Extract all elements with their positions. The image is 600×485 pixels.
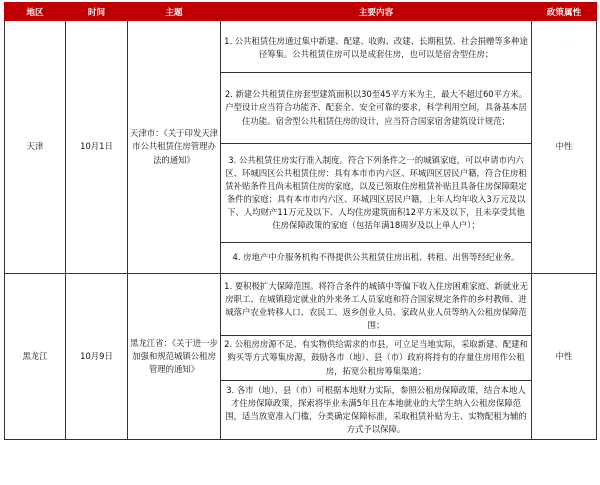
header-stance: 政策属性 [532, 3, 597, 21]
region-cell: 天津 [5, 21, 66, 274]
table-row [5, 21, 597, 73]
content-item: 1. 要积极扩大保障范围。将符合条件的城镇中等偏下收入住房困难家庭、新就业无房职工、在城镇稳定就业的外来务工人员家庭和符合国家规定条件的乡村教师、进城落户农业转移人口、农民工、返乡创业人员、家政从业人员等纳入公租房保障范围； [221, 274, 532, 336]
content-item: 2. 公租房房源不足、有实物供给需求的市县，可立足当地实际，采取新建、配建和购买等方式筹集房源，鼓励各市（地）、县（市）政府将持有的存量住房用作公租房，拓宽公租房筹集渠道； [221, 336, 532, 381]
header-topic: 主题 [128, 3, 221, 21]
policy-table [4, 2, 597, 440]
topic-cell: 黑龙江省：《关于进一步加强和规范城镇公租房管理的通知》 [128, 274, 221, 440]
stance-cell: 中性 [532, 274, 597, 440]
header-row [5, 3, 597, 21]
header-content: 主要内容 [221, 3, 532, 21]
date-cell: 10月9日 [66, 274, 128, 440]
header-date: 时间 [66, 3, 128, 21]
header-region: 地区 [5, 3, 66, 21]
date-cell: 10月1日 [66, 21, 128, 274]
content-item: 3. 公共租赁住房实行准入制度。符合下列条件之一的城镇家庭，可以申请市内六区、环城四区公共租赁住房：具有本市市内六区、环城四区居民户籍，符合住房租赁补贴条件且尚未租赁住房的家庭，以及已领取住房租赁补贴且具备住房保障限定条件的家庭；具有本市市内六区、环城四区居民户籍，上年人均年收入3万元及以下、人均财产11万元及以下、人均住房建筑面积12平方米及以下，且未享受其他住房保障政策的家庭（包括年满18周岁及以上单人户）； [221, 144, 532, 243]
content-item: 1. 公共租赁住房通过集中新建、配建、收购、改建、长期租赁、社会捐赠等多种途径筹集。公共租赁住房可以是成套住房，也可以是宿舍型住房； [221, 21, 532, 73]
region-cell: 黑龙江 [5, 274, 66, 440]
content-item: 2. 新建公共租赁住房套型建筑面积以30至45平方米为主，最大不超过60平方米。户型设计应当符合功能齐、配套全、安全可靠的要求，科学利用空间，具备基本居住功能。宿舍型公共租赁住房的设计，应当符合国家宿舍建筑设计规范； [221, 73, 532, 144]
content-item: 3. 各市（地）、县（市）可根据本地财力实际，参照公租房保障政策，结合本地人才住房保障政策，探索将毕业未满5年且在本地就业的大学生纳入公租房保障范围，适当放宽准入门槛，分类确定保障标准，采取租赁补贴为主、实物配租为辅的方式予以保障。 [221, 381, 532, 440]
stance-cell: 中性 [532, 21, 597, 274]
table-row [5, 274, 597, 336]
topic-cell: 天津市：《关于印发天津市公共租赁住房管理办法的通知》 [128, 21, 221, 274]
content-item: 4. 房地产中介服务机构不得提供公共租赁住房出租、转租、出售等经纪业务。 [221, 243, 532, 274]
